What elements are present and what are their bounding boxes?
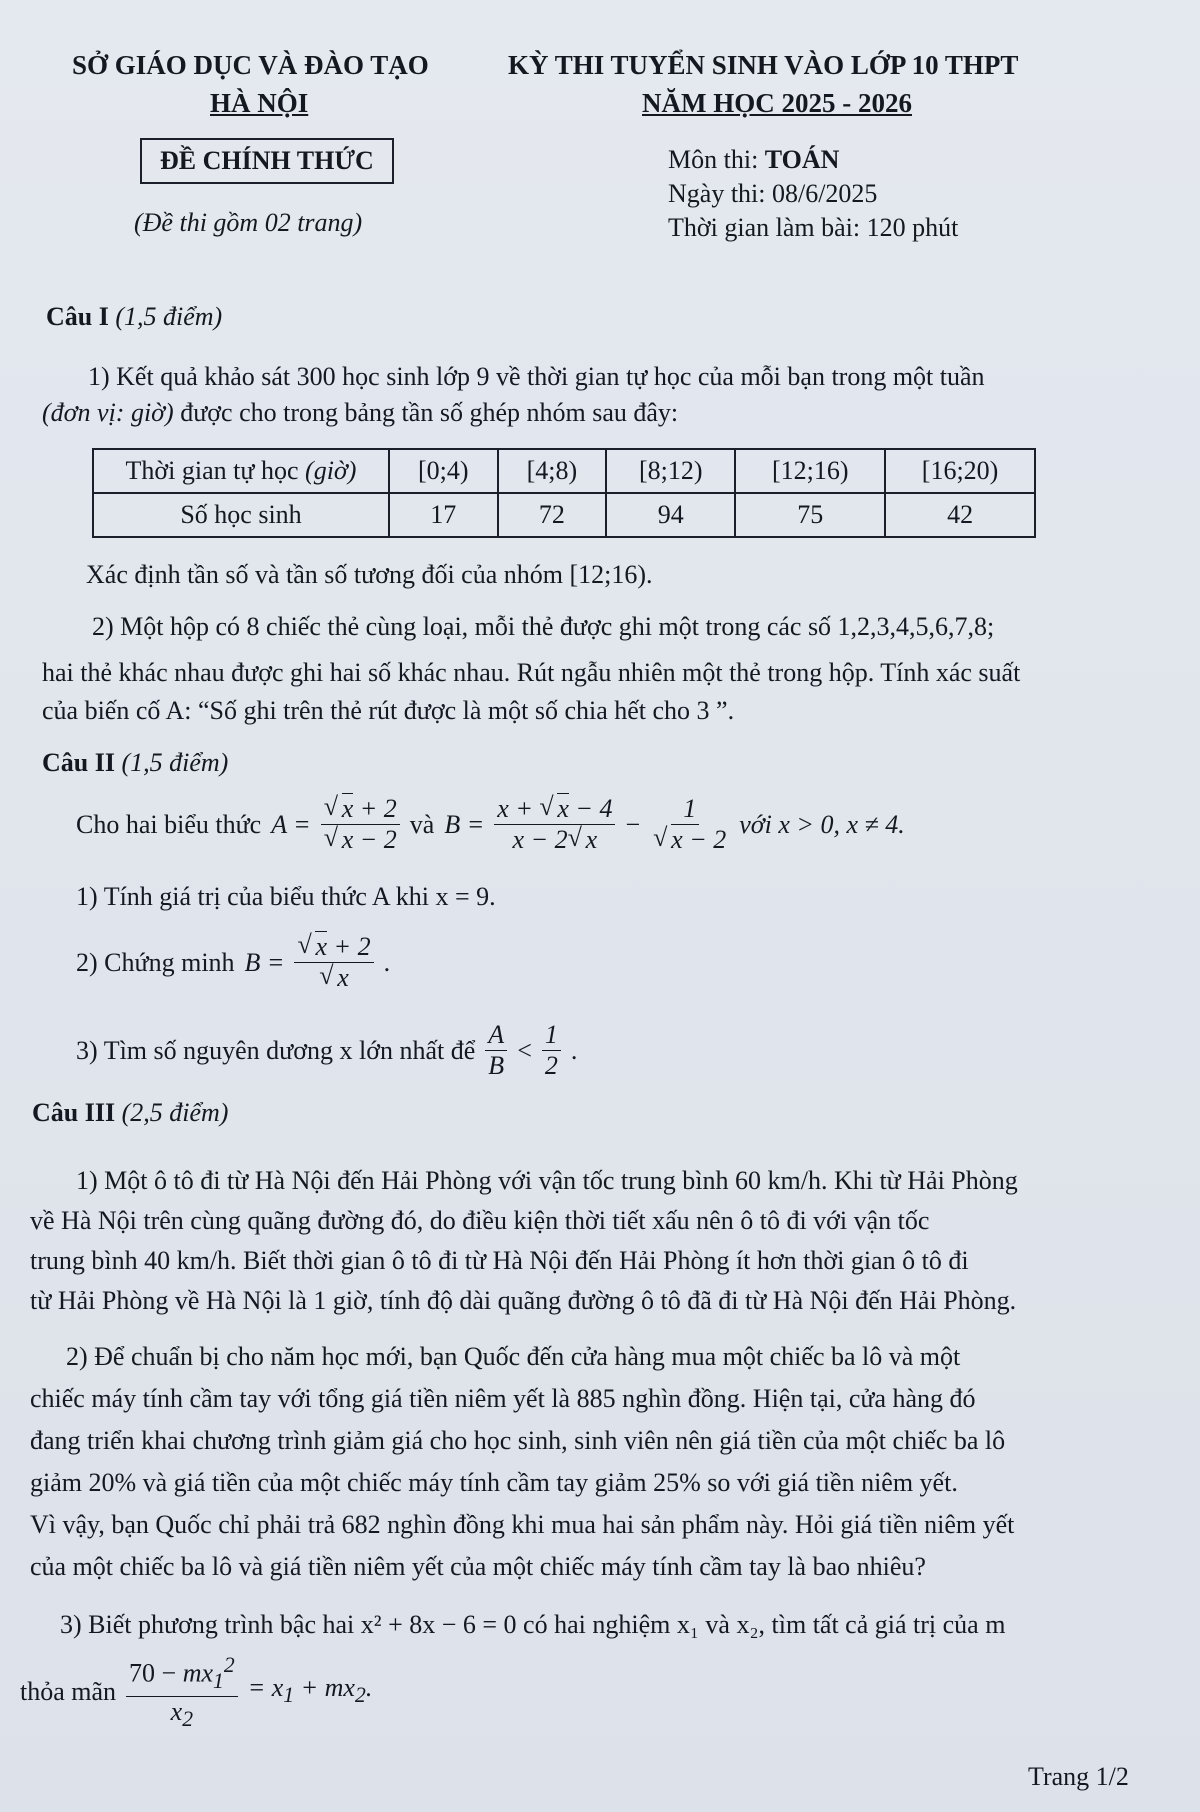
exam-date: Ngày thi: 08/6/2025 [668,179,878,208]
q3-points: (2,5 điểm) [121,1098,229,1127]
q2-intro: Cho hai biểu thức [76,809,262,839]
count-cell: 17 [389,493,498,537]
q2-item3: 3) Tìm số nguyên dương x lớn nhất để $\frac{A}{B}$ < $\frac{1}{2}$ . [76,1020,578,1080]
q2-item3-text: 3) Tìm số nguyên dương x lớn nhất để [76,1035,476,1065]
official-label: ĐỀ CHÍNH THỨC [140,138,394,184]
count-cell: 72 [498,493,607,537]
exam-duration: Thời gian làm bài: 120 phút [668,213,959,242]
q2-and: và [409,809,435,839]
pages-note: (Đề thi gồm 02 trang) [134,208,363,237]
q3-p1-line4: từ Hải Phòng về Hà Nội là 1 giờ, tính độ dài quãng đường ô tô đã đi từ Hà Nội đến Hải Phòng. [30,1286,1017,1315]
q2-title: Câu II [42,748,115,777]
interval-cell: [8;12) [606,449,735,493]
table-row [93,493,1035,537]
time-unit: (giờ) [305,456,357,485]
q2-expressions [76,794,905,855]
q3-p1-line3: trung bình 40 km/h. Biết thời gian ô tô đi từ Hà Nội đến Hải Phòng ít hơn thời gian ô tô đi [30,1246,969,1275]
interval-cell: [16;20) [885,449,1035,493]
expr-b-fraction-1: $\frac{x + √ x - 4}{x - 2√ x}$ [494,794,615,855]
q3-p3-lead: thỏa mãn [20,1677,117,1707]
interval-cell: [4;8) [498,449,607,493]
time-label: Thời gian tự học [125,456,306,485]
exam-title: KỲ THI TUYỂN SINH VÀO LỚP 10 THPT [508,50,1019,80]
q3-p2-line2: chiếc máy tính cầm tay với tổng giá tiền niêm yết là 885 nghìn đồng. Hiện tại, cửa hàng đó [30,1384,976,1413]
question-3-title [32,1098,228,1128]
question-1-title [46,302,222,332]
city-name: HÀ NỘI [210,88,309,118]
expr-b-fraction-2: 1 √ x − 2 [650,794,729,855]
interval-cell: [0;4) [389,449,498,493]
q3-p3-line2: thỏa mãn $\frac{70 - mx_1^2}{x_2}$ = $x_1 + mx_2$. [20,1650,372,1734]
ratio-fraction: $\frac{A}{B}$ [485,1020,507,1081]
half-fraction: $\frac{1}{2}$ [542,1020,561,1081]
q2-item2-text: 2) Chứng minh [76,947,235,977]
q3-p1-line1: 1) Một ô tô đi từ Hà Nội đến Hải Phòng với vận tốc trung bình 60 km/h. Khi từ Hải Phòng [76,1166,1018,1195]
q2-item2: 2) Chứng minh B = √ x + 2 √ x . [76,932,390,993]
q1-title: Câu I [46,302,109,331]
count-cell: 75 [735,493,885,537]
q3-p2-line4: giảm 20% và giá tiền của một chiếc máy tính cầm tay giảm 25% so với giá tiền niêm yết. [30,1468,958,1497]
q1-points: (1,5 điểm) [115,302,223,331]
q1-p1-line1: 1) Kết quả khảo sát 300 học sinh lớp 9 về thời gian tự học của mỗi bạn trong một tuần [88,362,985,391]
count-cell: 42 [885,493,1035,537]
q1-p1-line2-rest: được cho trong bảng tần số ghép nhóm sau đây: [173,398,679,427]
page-number: Trang 1/2 [1028,1762,1129,1791]
q2-condition: với x > 0, x ≠ 4. [739,809,905,839]
question-2-title [42,748,228,778]
subject-label: Môn thi: [668,145,765,174]
q1-p1-ask: Xác định tần số và tần số tương đối của nhóm [12;16). [86,560,653,589]
q1-p2-line2: hai thẻ khác nhau được ghi hai số khác nhau. Rút ngẫu nhiên một thẻ trong hộp. Tính xác suất [42,658,1021,687]
q2-points: (1,5 điểm) [121,748,229,777]
expr-b-label: B = [444,809,485,839]
school-year: NĂM HỌC 2025 - 2026 [642,88,912,118]
condition-fraction: $\frac{70 - mx_1^2}{x_2}$ [126,1650,238,1734]
expr-a-fraction: √ x + 2 √ x − 2 [321,794,400,855]
interval-cell: [12;16) [735,449,885,493]
count-cell: 94 [606,493,735,537]
unit-note: (đơn vị: giờ) [42,398,174,427]
subject-line [668,143,839,177]
frequency-table [92,448,1036,538]
department-name: SỞ GIÁO DỤC VÀ ĐÀO TẠO [72,50,429,80]
q3-p2-line1: 2) Để chuẩn bị cho năm học mới, bạn Quốc đến cửa hàng mua một chiếc ba lô và một [66,1342,961,1371]
q3-title: Câu III [32,1098,116,1127]
subject: TOÁN [764,145,840,174]
q3-p3-line1: 3) Biết phương trình bậc hai x² + 8x − 6 = 0 có hai nghiệm x₁ và x₂, tìm tất cả giá trị của m [60,1610,1006,1639]
minus-sign: − [625,809,641,839]
q3-p2-line6: của một chiếc ba lô và giá tiền niêm yết của một chiếc máy tính cầm tay là bao nhiêu? [30,1552,926,1581]
expr-a-label: A = [271,809,311,839]
q3-p2-line3: đang triển khai chương trình giảm giá cho học sinh, sinh viên nên giá tiền của một chiếc ba lô [30,1426,1006,1455]
q3-p1-line2: về Hà Nội trên cùng quãng đường đó, do điều kiện thời tiết xấu nên ô tô đi với vận tốc [30,1206,930,1235]
row-header-count: Số học sinh [93,493,389,537]
q1-p2-line1: 2) Một hộp có 8 chiếc thẻ cùng loại, mỗi thẻ được ghi một trong các số 1,2,3,4,5,6,7,8; [92,612,995,641]
q1-p2-line3: của biến cố A: “Số ghi trên thẻ rút được là một số chia hết cho 3 ”. [42,696,735,725]
row-header-time [93,449,389,493]
q3-p2-line5: Vì vậy, bạn Quốc chỉ phải trả 682 nghìn đồng khi mua hai sản phẩm này. Hỏi giá tiền niêm yết [30,1510,1015,1539]
q2-item1: 1) Tính giá trị của biểu thức A khi x = 9. [76,882,496,911]
proof-fraction: √ x + 2 √ x [294,932,373,993]
table-row [93,449,1035,493]
q1-p1-line2 [42,396,678,430]
